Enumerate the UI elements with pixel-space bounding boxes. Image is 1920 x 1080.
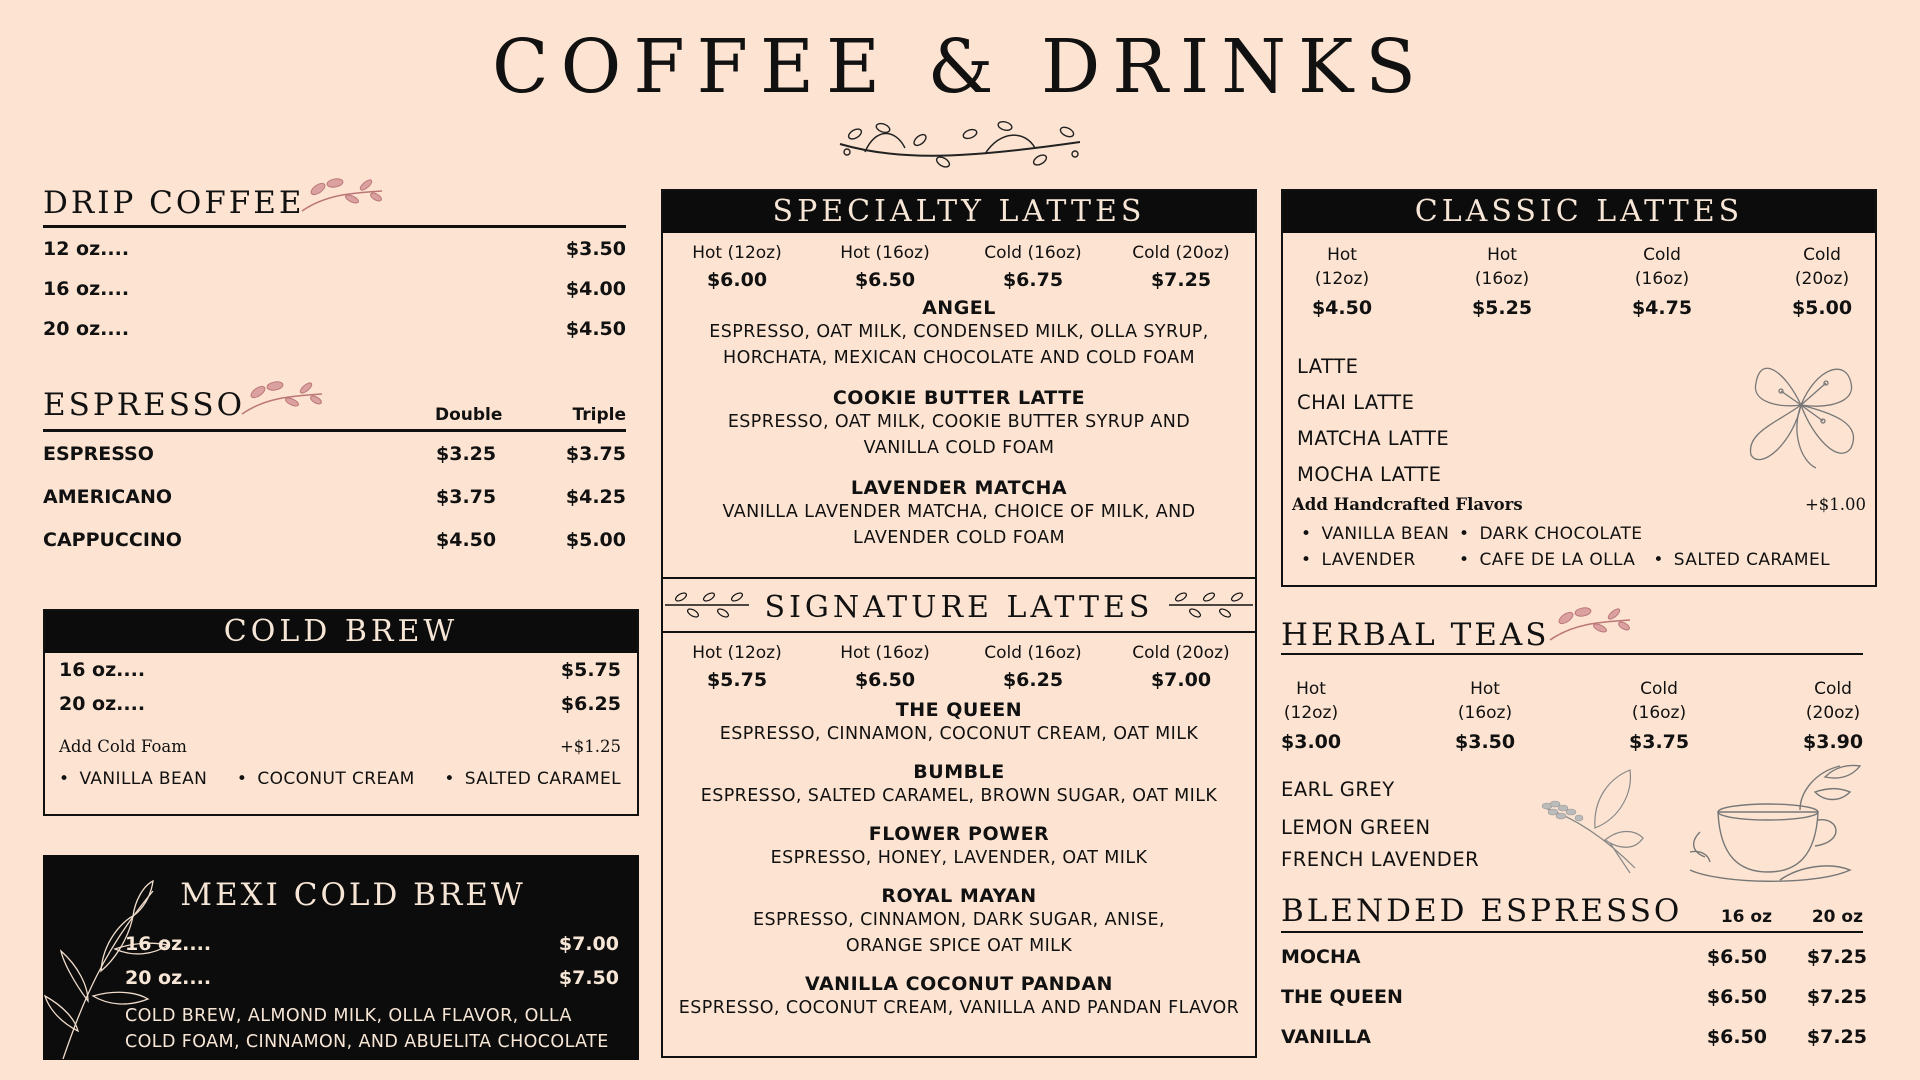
page-title: COFFEE & DRINKS	[492, 24, 1428, 110]
list-item: 16 oz.... $7.00	[125, 933, 619, 955]
mexi-cold-brew-description: COLD BREW, ALMOND MILK, OLLA FLAVOR, OLLA COLD FOAM, CINNAMON, AND ABUELITA CHOCOLATE	[125, 1006, 609, 1052]
blended-espresso-list	[1281, 946, 1867, 1066]
list-item: 20 oz.... $6.25	[59, 693, 621, 715]
list-item: 20 oz.... $7.50	[125, 967, 619, 989]
list-item: CHAI LATTE	[1297, 391, 1415, 414]
table-row: ESPRESSO $3.25 $3.75	[43, 443, 626, 465]
vine-ornament-icon	[835, 118, 1085, 174]
herbal-teas-heading: HERBAL TEAS	[1281, 617, 1550, 653]
drip-coffee-heading: DRIP COFFEE	[43, 185, 305, 221]
herbal-teas-divider	[1281, 653, 1863, 655]
herbal-size-header: Hot (12oz) $3.00 Hot (16oz) $3.50 Cold (16oz) $3.75 Cold (20oz) $3.90	[1281, 679, 1864, 753]
table-row: THE QUEEN $6.50 $7.25	[1281, 986, 1867, 1008]
signature-top-rule	[663, 577, 1255, 579]
classic-flavors-row1: • VANILLA BEAN • DARK CHOCOLATE	[1301, 524, 1642, 544]
blended-espresso-heading: BLENDED ESPRESSO	[1281, 893, 1683, 929]
blended-col-16: 16 oz	[1720, 907, 1772, 927]
blended-espresso-divider	[1281, 931, 1863, 933]
signature-drink: THE QUEEN ESPRESSO, CINNAMON, COCONUT CREAM, OAT MILK	[719, 699, 1199, 744]
list-item: LEMON GREEN	[1281, 816, 1431, 839]
specialty-size-header: Hot (12oz) $6.00 Hot (16oz) $6.50 Cold (16oz) $6.75 Cold (20oz) $7.25	[692, 243, 1230, 291]
cold-foam-flavors: • VANILLA BEAN • COCONUT CREAM • SALTED CARAMEL	[59, 769, 621, 789]
flower-sprig-icon	[300, 175, 385, 215]
hibiscus-flower-icon	[1731, 343, 1871, 473]
drip-coffee-divider	[43, 225, 626, 228]
signature-drink: BUMBLE ESPRESSO, SALTED CARAMEL, BROWN SUGAR, OAT MILK	[700, 761, 1218, 806]
espresso-heading: ESPRESSO	[43, 387, 246, 423]
herbal-teas-list	[1281, 778, 1479, 871]
signature-lattes-body	[663, 643, 1255, 1021]
espresso-col-triple: Triple	[572, 405, 626, 425]
cold-brew-card	[43, 609, 639, 816]
signature-lattes-heading: SIGNATURE LATTES	[764, 590, 1154, 625]
signature-bottom-rule	[663, 631, 1255, 633]
list-item: 12 oz.... $3.50	[43, 238, 626, 260]
flower-sprig-icon	[240, 378, 325, 418]
classic-lattes-list	[1297, 349, 1449, 493]
cold-foam-addon: Add Cold Foam +$1.25	[59, 736, 621, 756]
mexi-cold-brew-list	[125, 933, 619, 1055]
table-row: VANILLA $6.50 $7.25	[1281, 1026, 1867, 1048]
classic-size-header: Hot (12oz) $4.50 Hot (16oz) $5.25 Cold (16oz) $4.75 Cold (20oz) $5.00	[1311, 245, 1853, 319]
specialty-drink: ANGEL ESPRESSO, OAT MILK, CONDENSED MILK, OLLA SYRUP, HORCHATA, MEXICAN CHOCOLATE AND COLD FOAM	[709, 297, 1209, 368]
classic-lattes-heading: CLASSIC LATTES	[1283, 191, 1875, 233]
list-item: MOCHA LATTE	[1297, 463, 1442, 486]
signature-size-header: Hot (12oz) $5.75 Hot (16oz) $6.50 Cold (16oz) $6.25 Cold (20oz) $7.00	[692, 643, 1230, 691]
list-item: 20 oz.... $4.50	[43, 318, 626, 340]
signature-drink: VANILLA COCONUT PANDAN ESPRESSO, COCONUT CREAM, VANILLA AND PANDAN FLAVOR	[678, 973, 1240, 1018]
specialty-lattes-heading: SPECIALTY LATTES	[663, 191, 1255, 233]
signature-drink: ROYAL MAYAN ESPRESSO, CINNAMON, DARK SUGAR, ANISE, ORANGE SPICE OAT MILK	[753, 885, 1165, 956]
list-item: FRENCH LAVENDER	[1281, 848, 1480, 871]
table-row: AMERICANO $3.75 $4.25	[43, 486, 626, 508]
list-item: LATTE	[1297, 355, 1359, 378]
table-row: MOCHA $6.50 $7.25	[1281, 946, 1867, 968]
drip-coffee-list	[43, 238, 626, 358]
mexi-cold-brew-card	[43, 855, 639, 1060]
signature-drink: FLOWER POWER ESPRESSO, HONEY, LAVENDER, OAT MILK	[770, 823, 1148, 868]
table-row: CAPPUCCINO $4.50 $5.00	[43, 529, 626, 551]
espresso-list	[43, 443, 626, 572]
list-item: MATCHA LATTE	[1297, 427, 1450, 450]
blended-col-20: 20 oz	[1811, 907, 1863, 927]
classic-flavors-row2: • LAVENDER • CAFE DE LA OLLA • SALTED CARAMEL	[1301, 550, 1830, 570]
cold-brew-heading: COLD BREW	[45, 611, 637, 653]
lavender-sprig-icon	[1535, 768, 1650, 878]
flower-sprig-icon	[1548, 604, 1633, 644]
specialty-drink: COOKIE BUTTER LATTE ESPRESSO, OAT MILK, COOKIE BUTTER SYRUP AND VANILLA COLD FOAM	[727, 387, 1191, 458]
classic-lattes-card	[1281, 189, 1877, 587]
list-item: 16 oz.... $4.00	[43, 278, 626, 300]
mexi-cold-brew-heading: MEXI COLD BREW	[180, 877, 526, 913]
espresso-divider	[43, 429, 626, 432]
vine-right-icon	[1167, 589, 1255, 619]
list-item: EARL GREY	[1281, 778, 1395, 801]
classic-flavors-addon: Add Handcrafted Flavors +$1.00	[1292, 495, 1866, 514]
tea-cup-icon	[1680, 762, 1865, 892]
lattes-middle-card	[661, 189, 1257, 1058]
espresso-col-double: Double	[435, 405, 503, 425]
specialty-drink: LAVENDER MATCHA VANILLA LAVENDER MATCHA, CHOICE OF MILK, AND LAVENDER COLD FOAM	[722, 477, 1196, 548]
list-item: 16 oz.... $5.75	[59, 659, 621, 681]
